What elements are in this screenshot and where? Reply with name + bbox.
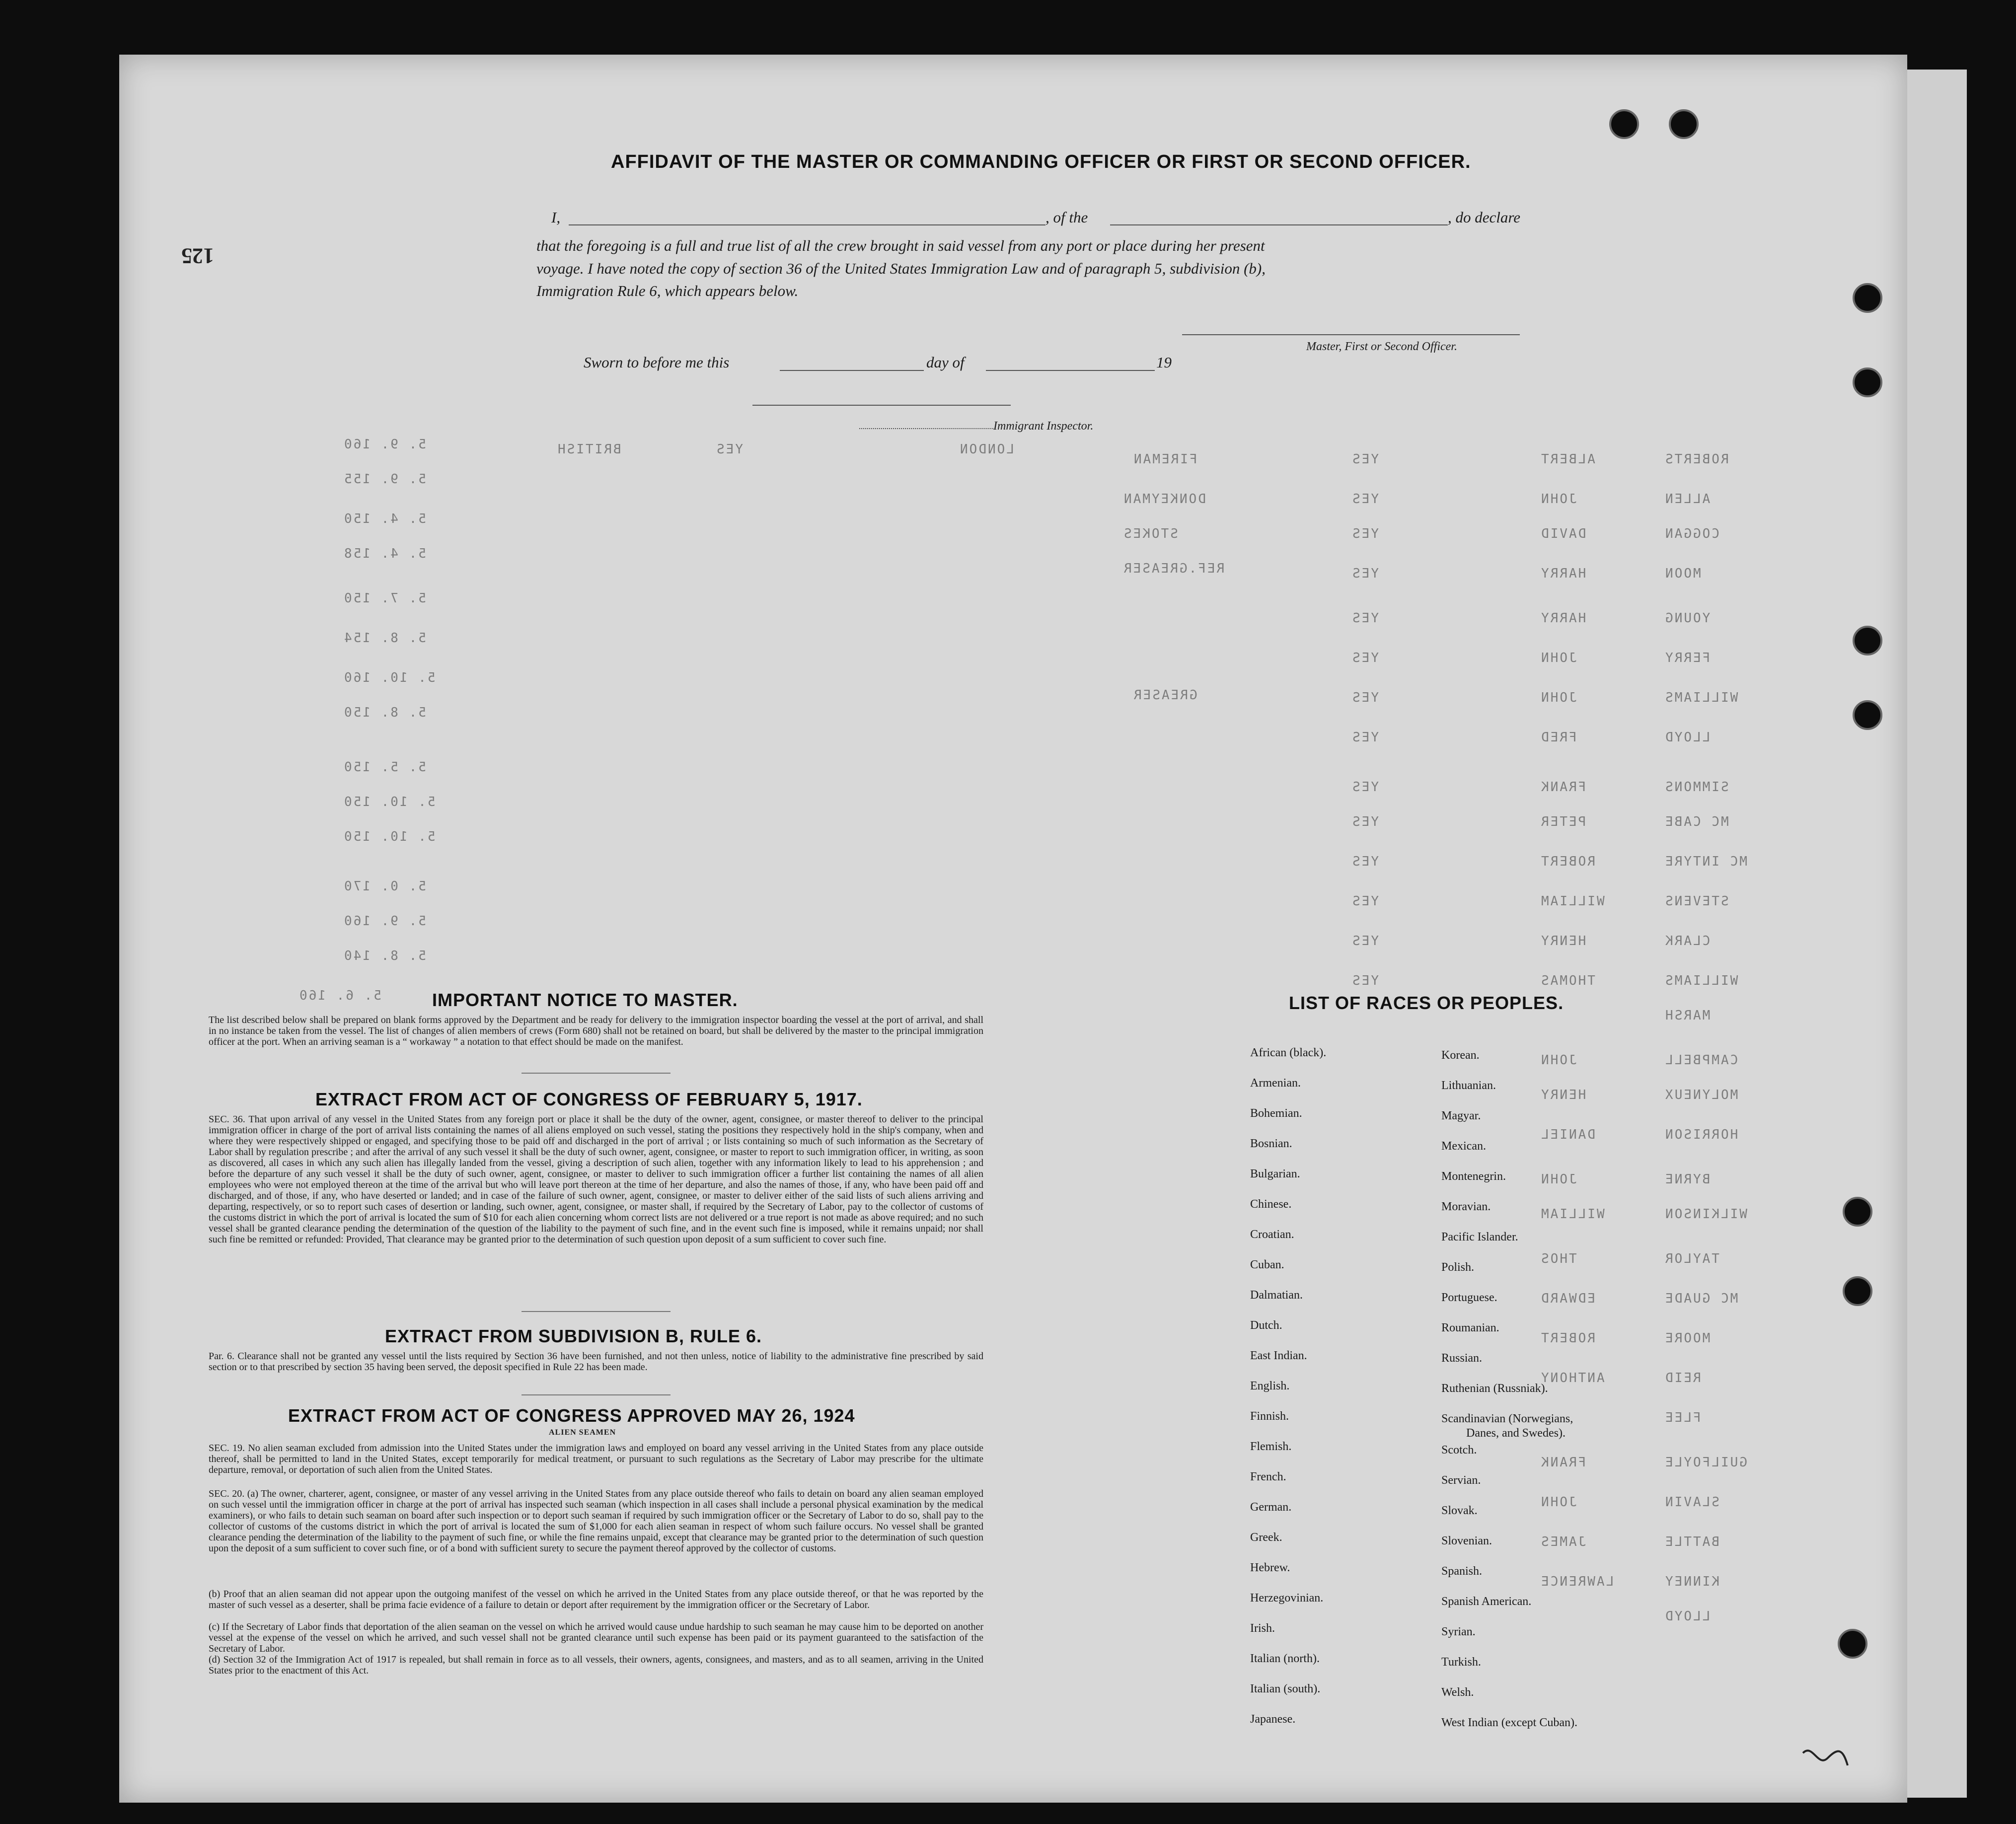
punch-hole-top-1 [1609, 109, 1639, 139]
binding-hole-left-3 [39, 566, 62, 589]
punch-hole-right-1 [1853, 283, 1882, 313]
race-item: Italian (north). [1250, 1652, 1320, 1665]
notice-title: IMPORTANT NOTICE TO MASTER. [432, 990, 738, 1010]
affidavit-title: AFFIDAVIT OF THE MASTER OR COMMANDING OFFICER OR FIRST OR SECOND OFFICER. [611, 151, 1471, 172]
race-item: Dalmatian. [1250, 1289, 1303, 1302]
sworn-month-line [986, 370, 1155, 371]
race-item: English. [1250, 1380, 1290, 1392]
punch-hole-right-3 [1853, 626, 1882, 656]
race-item: Roumanian. [1441, 1321, 1499, 1334]
extract-1924-sec20a: SEC. 20. (a) The owner, charterer, agent, consignee, or master of any vessel arriving in the United States from any place outside thereof who fails to detain on board any alien seaman employed on such vessel until the immigration officer in charge at the port of arrival has inspected such seaman (which inspection in all cases shall include a personal physical examination by the medical examiners), or who fails to detain such seaman on board after such inspection or to deport such seaman if required by such immigration officer or the Secretary of Labor to do so, shall pay to the collector of customs of the customs district in which the port of arrival is located the sum of $1,000 for each alien seaman in respect of whom such failure occurs. No vessel shall be granted clearance pending the determination of the liability to the payment of such fine, or while the fine remains unpaid, except that clearance may be granted prior to the determination of such question upon the deposit of a sum sufficient to cover such fine, or of a bond with sufficient surety to secure the payment thereof approved by the collector of customs. [209, 1488, 983, 1554]
punch-hole-right-7 [1838, 1629, 1867, 1659]
inspector-dotted-line [859, 428, 993, 429]
race-item: Syrian. [1441, 1625, 1476, 1638]
extract-1917-title: EXTRACT FROM ACT OF CONGRESS OF FEBRUARY 5, 1917. [315, 1089, 863, 1109]
extract-1924-sec19: SEC. 19. No alien seaman excluded from admission into the United States under the immigration laws and employed on board any vessel arriving in the United States from any place outside thereof, shall be permitted to land in the United States, except temporarily for medical treatment, or pursuant to such regulations as the Secretary of Labor may prescribe for the ultimate departure, removal, or deportation of such alien from the United States. [209, 1443, 983, 1475]
extract-rule6-divider [522, 1394, 671, 1395]
page-number: 125 [181, 244, 214, 268]
punch-hole-right-4 [1853, 700, 1882, 730]
race-item: Italian (south). [1250, 1682, 1321, 1695]
extract-1917-divider [522, 1311, 671, 1312]
affidavit-line-3: voyage. I have noted the copy of section 36 of the United States Immigration Law and of paragraph 5, subdivision (b), [536, 260, 1266, 277]
handwritten-mark [1798, 1738, 1853, 1778]
binding-hole-left-1 [39, 293, 62, 316]
race-item: Mexican. [1441, 1140, 1486, 1153]
race-item: Irish. [1250, 1622, 1275, 1635]
race-item: Turkish. [1441, 1656, 1481, 1669]
affidavit-line-4: Immigration Rule 6, which appears below. [536, 282, 799, 299]
affidavit-line-2: that the foregoing is a full and true list of all the crew brought in said vessel from any port or place during her present [536, 237, 1265, 254]
race-item: Cuban. [1250, 1258, 1284, 1271]
punch-hole-top-2 [1669, 109, 1699, 139]
race-item: Russian. [1441, 1352, 1483, 1365]
extract-rule6-title: EXTRACT FROM SUBDIVISION B, RULE 6. [385, 1326, 762, 1346]
sworn-label: Sworn to before me this [584, 354, 730, 371]
race-item: Pacific Islander. [1441, 1231, 1518, 1243]
vessel-blank-line [1110, 224, 1448, 225]
binding-hole-left-5 [39, 844, 62, 867]
race-item: French. [1250, 1470, 1286, 1483]
master-label: Master, First or Second Officer. [1306, 340, 1457, 353]
name-blank-line [569, 224, 1045, 225]
affidavit-do-declare: , do declare [1448, 209, 1521, 226]
day-of-label: day of [926, 354, 965, 371]
extract-1924-sec20b: (b) Proof that an alien seaman did not appear upon the outgoing manifest of the vessel on which he arrived in the United States from any place outside thereof, or that he was reported by the master of such vessel as a deserter, shall be prima facie evidence of a failure to detain or deport after requirement by the immigration officer or the Secretary of Labor. [209, 1589, 983, 1610]
race-item: Korean. [1441, 1049, 1480, 1062]
sworn-day-line [780, 370, 924, 371]
race-item: East Indian. [1250, 1349, 1307, 1362]
race-item: African (black). [1250, 1046, 1327, 1059]
race-item: West Indian (except Cuban). [1441, 1716, 1577, 1729]
race-item: Bulgarian. [1250, 1167, 1300, 1180]
binding-hole-left-10 [39, 1510, 62, 1532]
race-item: Ruthenian (Russniak). [1441, 1382, 1548, 1395]
race-item: Magyar. [1441, 1109, 1481, 1122]
punch-hole-right-5 [1843, 1197, 1872, 1227]
race-item: Lithuanian. [1441, 1079, 1496, 1092]
extract-1924-subtitle: ALIEN SEAMEN [549, 1428, 616, 1437]
extract-1917-text: SEC. 36. That upon arrival of any vessel in the United States from any foreign port or place it shall be the duty of the owner, agent, consignee, or master thereof to deliver to the principal immigration officer in charge of the port of arrival lists containing the names of all aliens employed on such vessel, stating the positions they respectively hold in the ship's company, when and where they were respectively shipped or engaged, and specifying those to be paid off and discharged in the port of arrival ; or lists containing so much of such information as the Secretary of Labor shall by regulation prescribe ; and after the arrival of any such vessel it shall be the duty of such owner, agent, consignee, or master to report to such immigration officer, in writing, as soon as discovered, all cases in which any such alien has illegally landed from the vessel, giving a description of such alien, together with any information likely to lead to his apprehension ; and before the departure of any such vessel it shall be the duty of such owner, agent, consignee, or master to deliver to such immigration officer a further list containing the names of all alien employees who were not employed thereon at the time of the arrival but who will leave port thereon at the time of her departure, and also the names of those, if any, who have been paid off and discharged, and of those, if any, who have deserted or landed; and in case of the failure of such owner, agent, consignee, or master to deliver either of the said lists of such aliens arriving and departing, respectively, or so to report such cases of desertion or landing, such owner, agent, consignee, or master shall, if required by the Secretary of Labor, pay to the collector of customs of the customs district in which the port of arrival is located the sum of $10 for each alien concerning whom correct lists are not delivered or a true report is not made as above required; and no such vessel shall be granted clearance pending the determination of the question of the liability to the payment of such fine, and in the event such fine is imposed, while it remains unpaid; nor shall such fine be remitted or refunded: Provided, That clearance may be granted prior to the determination of such question upon deposit of a sum sufficient to cover such fine. [209, 1114, 983, 1245]
race-item: Greek. [1250, 1531, 1282, 1544]
inspector-signature-line [752, 405, 1011, 406]
race-item: Servian. [1441, 1474, 1481, 1487]
inspector-label: Immigrant Inspector. [993, 420, 1094, 433]
race-item: Japanese. [1250, 1713, 1296, 1726]
race-item: Armenian. [1250, 1077, 1301, 1090]
race-item: Montenegrin. [1441, 1170, 1506, 1183]
race-item: Dutch. [1250, 1319, 1282, 1332]
extract-rule6-text: Par. 6. Clearance shall not be granted any vessel until the lists required by Section 36 have been furnished, and not then unless, notice of liability to the administrative fine prescribed by said section or to that prescribed by section 35 having been served, the deposit specified in Rule 22 has been made. [209, 1351, 983, 1373]
extract-1924-title: EXTRACT FROM ACT OF CONGRESS APPROVED MAY 26, 1924 [288, 1405, 855, 1426]
race-item: Slovak. [1441, 1504, 1478, 1517]
notice-divider [522, 1073, 671, 1074]
race-item: Croatian. [1250, 1228, 1294, 1241]
race-item: Chinese. [1250, 1198, 1292, 1211]
punch-hole-right-6 [1843, 1276, 1872, 1306]
binding-hole-left-2 [39, 372, 62, 395]
binding-hole-left-8 [39, 1227, 62, 1249]
binding-hole-left-9 [39, 1430, 62, 1453]
affidavit-i: I, [551, 209, 561, 226]
binding-hole-left-4 [39, 641, 62, 663]
race-item: Scandinavian (Norwegians, [1441, 1412, 1573, 1425]
race-item: Bosnian. [1250, 1137, 1292, 1150]
race-item: Bohemian. [1250, 1107, 1302, 1120]
race-item: Spanish. [1441, 1565, 1483, 1578]
race-item: Portuguese. [1441, 1291, 1497, 1304]
race-item: Spanish American. [1441, 1595, 1532, 1608]
race-item: Slovenian. [1441, 1534, 1492, 1547]
race-item: Moravian. [1441, 1200, 1491, 1213]
race-item: Flemish. [1250, 1440, 1292, 1453]
race-item: Hebrew. [1250, 1561, 1290, 1574]
master-signature-line [1182, 334, 1520, 335]
race-item: Polish. [1441, 1261, 1475, 1274]
binding-hole-left-6 [39, 924, 62, 947]
race-item: Danes, and Swedes). [1466, 1427, 1566, 1440]
extract-1924-sec20d: (d) Section 32 of the Immigration Act of 1917 is repealed, but shall remain in force as to all vessels, their owners, agents, consignees, and masters, and as to all seamen, arriving in the United States prior to the enactment of this Act. [209, 1654, 983, 1676]
races-title: LIST OF RACES OR PEOPLES. [1289, 993, 1564, 1013]
race-item: Welsh. [1441, 1686, 1474, 1699]
affidavit-of-the: , of the [1045, 209, 1088, 226]
race-item: Scotch. [1441, 1444, 1477, 1457]
notice-text: The list described below shall be prepared on blank forms approved by the Department and be ready for delivery to the immigration inspector boarding the vessel at the port of arrival, and shall in no instance be taken from the vessel. The list of changes of alien members of crews (Form 680) shall not be retained on board, but shall be delivered by the master to the principal immigration officer at the port. When an arriving seaman is a “ workaway ” a notation to that effect should be made on the manifest. [209, 1015, 983, 1047]
race-item: Finnish. [1250, 1410, 1289, 1423]
extract-1924-sec20c: (c) If the Secretary of Labor finds that deportation of the alien seaman on the vessel on which he arrived would cause undue hardship to such seaman he may cause him to be deported on another vessel at the expense of the vessel on which he arrived, and such vessel shall not be granted clearance until such expense has been paid or its payment guaranteed to the satisfaction of the Secretary of Labor. [209, 1621, 983, 1654]
race-item: Herzegovinian. [1250, 1592, 1324, 1605]
year-label: 19 [1156, 354, 1172, 371]
race-item: German. [1250, 1501, 1292, 1514]
binding-hole-left-7 [39, 1147, 62, 1170]
punch-hole-right-2 [1853, 367, 1882, 397]
